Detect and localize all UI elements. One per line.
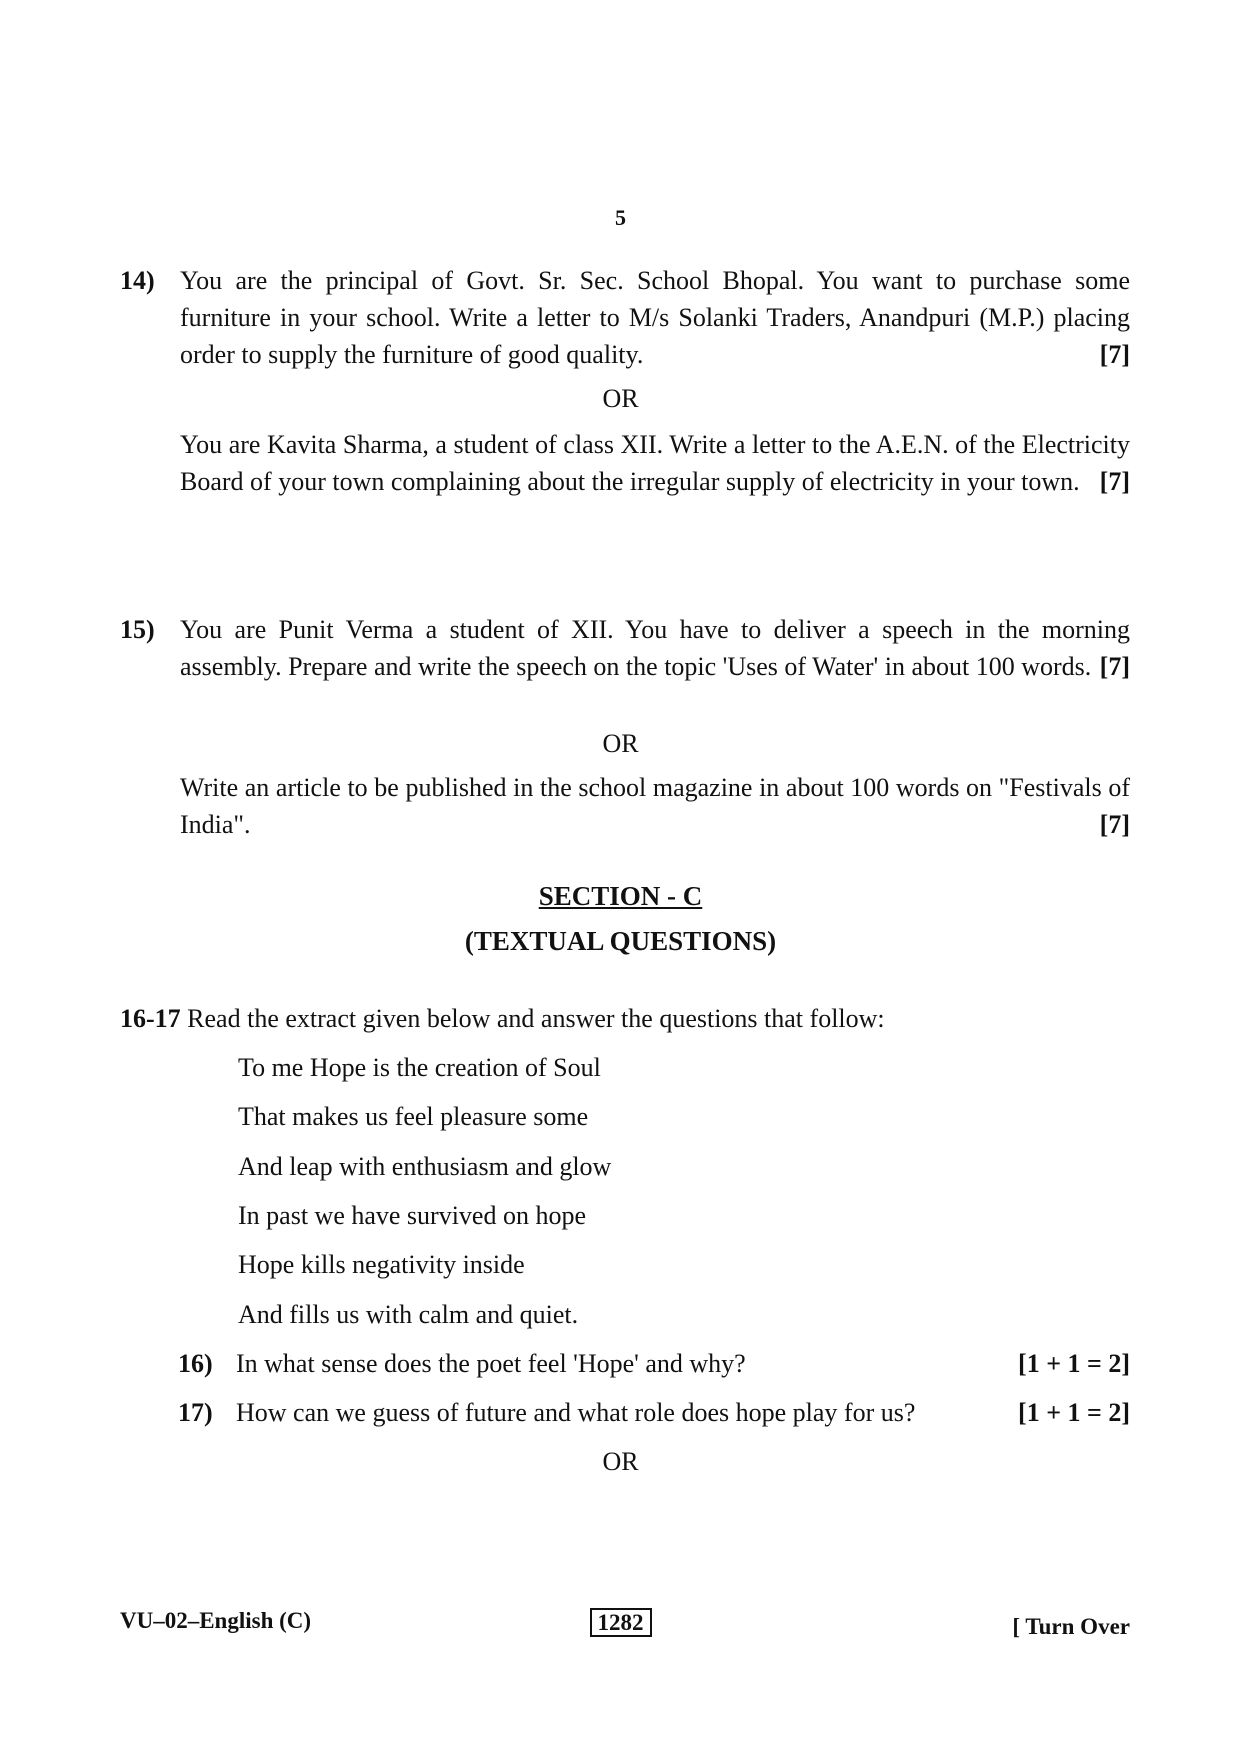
paper-code: VU–02–English (C) bbox=[120, 1608, 312, 1633]
poem-line: To me Hope is the creation of Soul bbox=[238, 1053, 601, 1082]
or-divider: OR bbox=[602, 384, 639, 413]
poem-line: In past we have survived on hope bbox=[238, 1201, 587, 1230]
or-divider: OR bbox=[602, 729, 639, 758]
poem-line: And fills us with calm and quiet. bbox=[238, 1300, 579, 1329]
poem-line: Hope kills negativity inside bbox=[238, 1250, 525, 1279]
poem-line: That makes us feel pleasure some bbox=[238, 1102, 589, 1131]
question-text: You are Kavita Sharma, a student of class XII. Write a letter to the A.E.N. of the Electricity Board of your town complaining about the irregular supply of electricity in your town. [7] bbox=[180, 426, 1130, 500]
marks: [1 + 1 = 2] bbox=[1018, 1349, 1130, 1378]
marks: [1 + 1 = 2] bbox=[1018, 1398, 1130, 1427]
question-text: You are the principal of Govt. Sr. Sec. School Bhopal. You want to purchase some furniture in your school. Write a letter to M/s Solanki Traders, Anandpuri (M.P.) placing order to supply the furniture of good quality. [7] bbox=[180, 262, 1130, 373]
sub-question-17 bbox=[178, 1398, 1130, 1428]
marks: [7] bbox=[1099, 340, 1130, 369]
instruction-text: Read the extract given below and answer the questions that follow: bbox=[187, 1004, 885, 1033]
question-number: 16) bbox=[178, 1349, 213, 1378]
question-15 bbox=[120, 611, 1130, 685]
question-15-alternative bbox=[120, 769, 1130, 843]
or-divider: OR bbox=[602, 1447, 639, 1476]
question-text: How can we guess of future and what role does hope play for us? bbox=[236, 1398, 916, 1427]
question-14-alternative bbox=[120, 426, 1130, 500]
turn-over: [ Turn Over bbox=[1012, 1614, 1130, 1639]
marks: [7] bbox=[1099, 810, 1130, 839]
poem-line: And leap with enthusiasm and glow bbox=[238, 1152, 612, 1181]
question-16-17-instruction bbox=[120, 1004, 1130, 1034]
section-title: SECTION - C bbox=[538, 881, 703, 911]
question-text: Write an article to be published in the school magazine in about 100 words on "Festivals of India". [7] bbox=[180, 769, 1130, 843]
question-text: In what sense does the poet feel 'Hope' and why? bbox=[236, 1349, 746, 1378]
question-number: 14) bbox=[120, 266, 155, 295]
question-14 bbox=[120, 262, 1130, 373]
question-number: 17) bbox=[178, 1398, 213, 1427]
marks: [7] bbox=[1099, 652, 1130, 681]
paper-number: 1282 bbox=[590, 1608, 652, 1637]
marks: [7] bbox=[1099, 467, 1130, 496]
section-subtitle: (TEXTUAL QUESTIONS) bbox=[464, 926, 777, 956]
question-text: You are Punit Verma a student of XII. You have to deliver a speech in the morning assembly. Prepare and write the speech on the topic 'Uses of Water' in about 100 words. [7] bbox=[180, 611, 1130, 685]
page-number: 5 bbox=[615, 205, 626, 230]
question-number: 15) bbox=[120, 615, 155, 644]
question-number: 16-17 bbox=[120, 1004, 181, 1033]
sub-question-16 bbox=[178, 1349, 1130, 1379]
